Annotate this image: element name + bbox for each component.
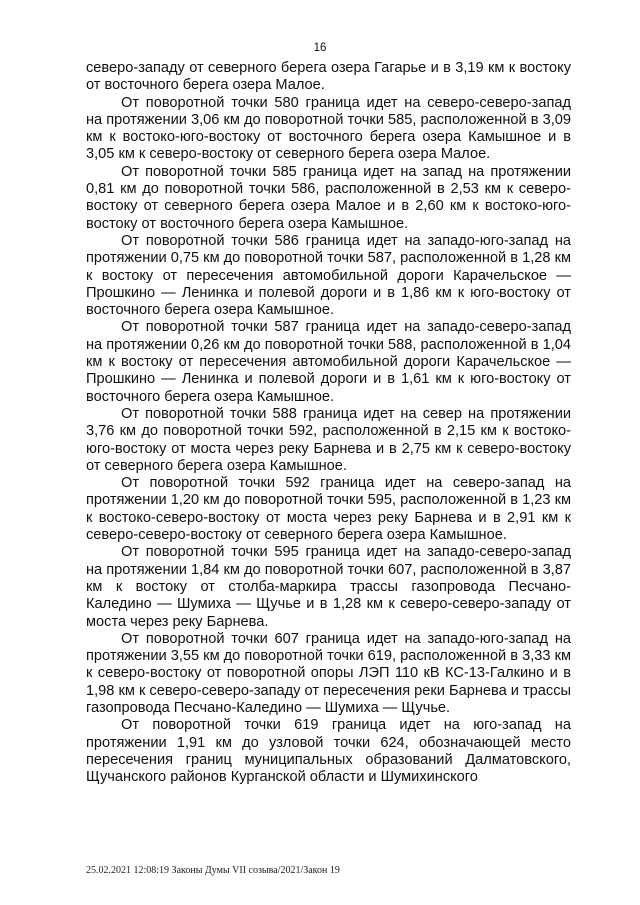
page-number: 16 [313,42,327,54]
paragraph-point-588: От поворотной точки 588 граница идет на север на протяжении 3,76 км до поворотной точки 592, расположенной в 2,15 км к востоко-юго-востоку от моста через реку Барнева и в 2,75 км к северо-востоку от северного берега озера Камышное. [86,405,571,474]
paragraph-point-595: От поворотной точки 595 граница идет на западо-северо-запад на протяжении 1,84 км до поворотной точки 607, расположенной в 3,87 км к востоку от столба-маркира трассы газопровода Песчано-Каледино — Шумиха — Щучье и в 1,28 км к северо-северо-западу от моста через реку Барнева. [86,544,571,630]
paragraph-point-586: От поворотной точки 586 граница идет на западо-юго-запад на протяжении 0,75 км до поворотной точки 587, расположенной в 1,28 км к востоку от пересечения автомобильной дороги Карачельское — Прошкино — Ленинка и полевой дороги и в 1,86 км к юго-востоку от восточного берега озера Камышное. [86,232,571,319]
paragraph-point-587: От поворотной точки 587 граница идет на западо-северо-запад на протяжении 0,26 км до поворотной точки 588, расположенной в 1,04 км к востоку от пересечения автомобильной дороги Карачельское — Прошкино — Ленинка и полевой дороги и в 1,61 км к юго-востоку от восточного берега озера Камышное. [86,319,571,405]
paragraph-point-619: От поворотной точки 619 граница идет на юго-запад на протяжении 1,91 км до узловой точки 624, обозначающей место пересечения границ муниципальных образований Далматовского, Щучанского районов Курганской области и Шумихинского [86,717,571,786]
paragraph-point-607: От поворотной точки 607 граница идет на западо-юго-запад на протяжении 3,55 км до поворотной точки 619, расположенной в 3,33 км к северо-востоку от поворотной опоры ЛЭП 110 кВ КС-13-Галкино и в 1,98 км к северо-северо-западу от пересечения реки Барнева и трассы газопровода Песчано-Каледино — Шумиха — Щучье. [86,630,571,716]
document-body [86,60,571,786]
paragraph-point-580: От поворотной точки 580 граница идет на северо-северо-запад на протяжении 3,06 км до поворотной точки 585, расположенной в 3,09 км к востоко-юго-востоку от восточного берега озера Камышное и в 3,05 км к северо-востоку от северного берега озера Малое. [86,94,571,163]
paragraph-continuation: северо-западу от северного берега озера Гагарье и в 3,19 км к востоку от восточного берега озера Малое. [86,60,571,94]
document-footer: 25.02.2021 12:08:19 Законы Думы VII созыва/2021/Закон 19 [86,865,340,876]
paragraph-point-585: От поворотной точки 585 граница идет на запад на протяжении 0,81 км до поворотной точки 586, расположенной в 2,53 км к северо-востоку от северного берега озера Малое и в 2,60 км к востоко-юго-востоку от восточного берега озера Камышное. [86,163,571,232]
paragraph-point-592: От поворотной точки 592 граница идет на северо-запад на протяжении 1,20 км до поворотной точки 595, расположенной в 1,23 км к востоко-северо-востоку от моста через реку Барнева и в 2,91 км к северо-северо-востоку от северного берега озера Камышное. [86,475,571,544]
